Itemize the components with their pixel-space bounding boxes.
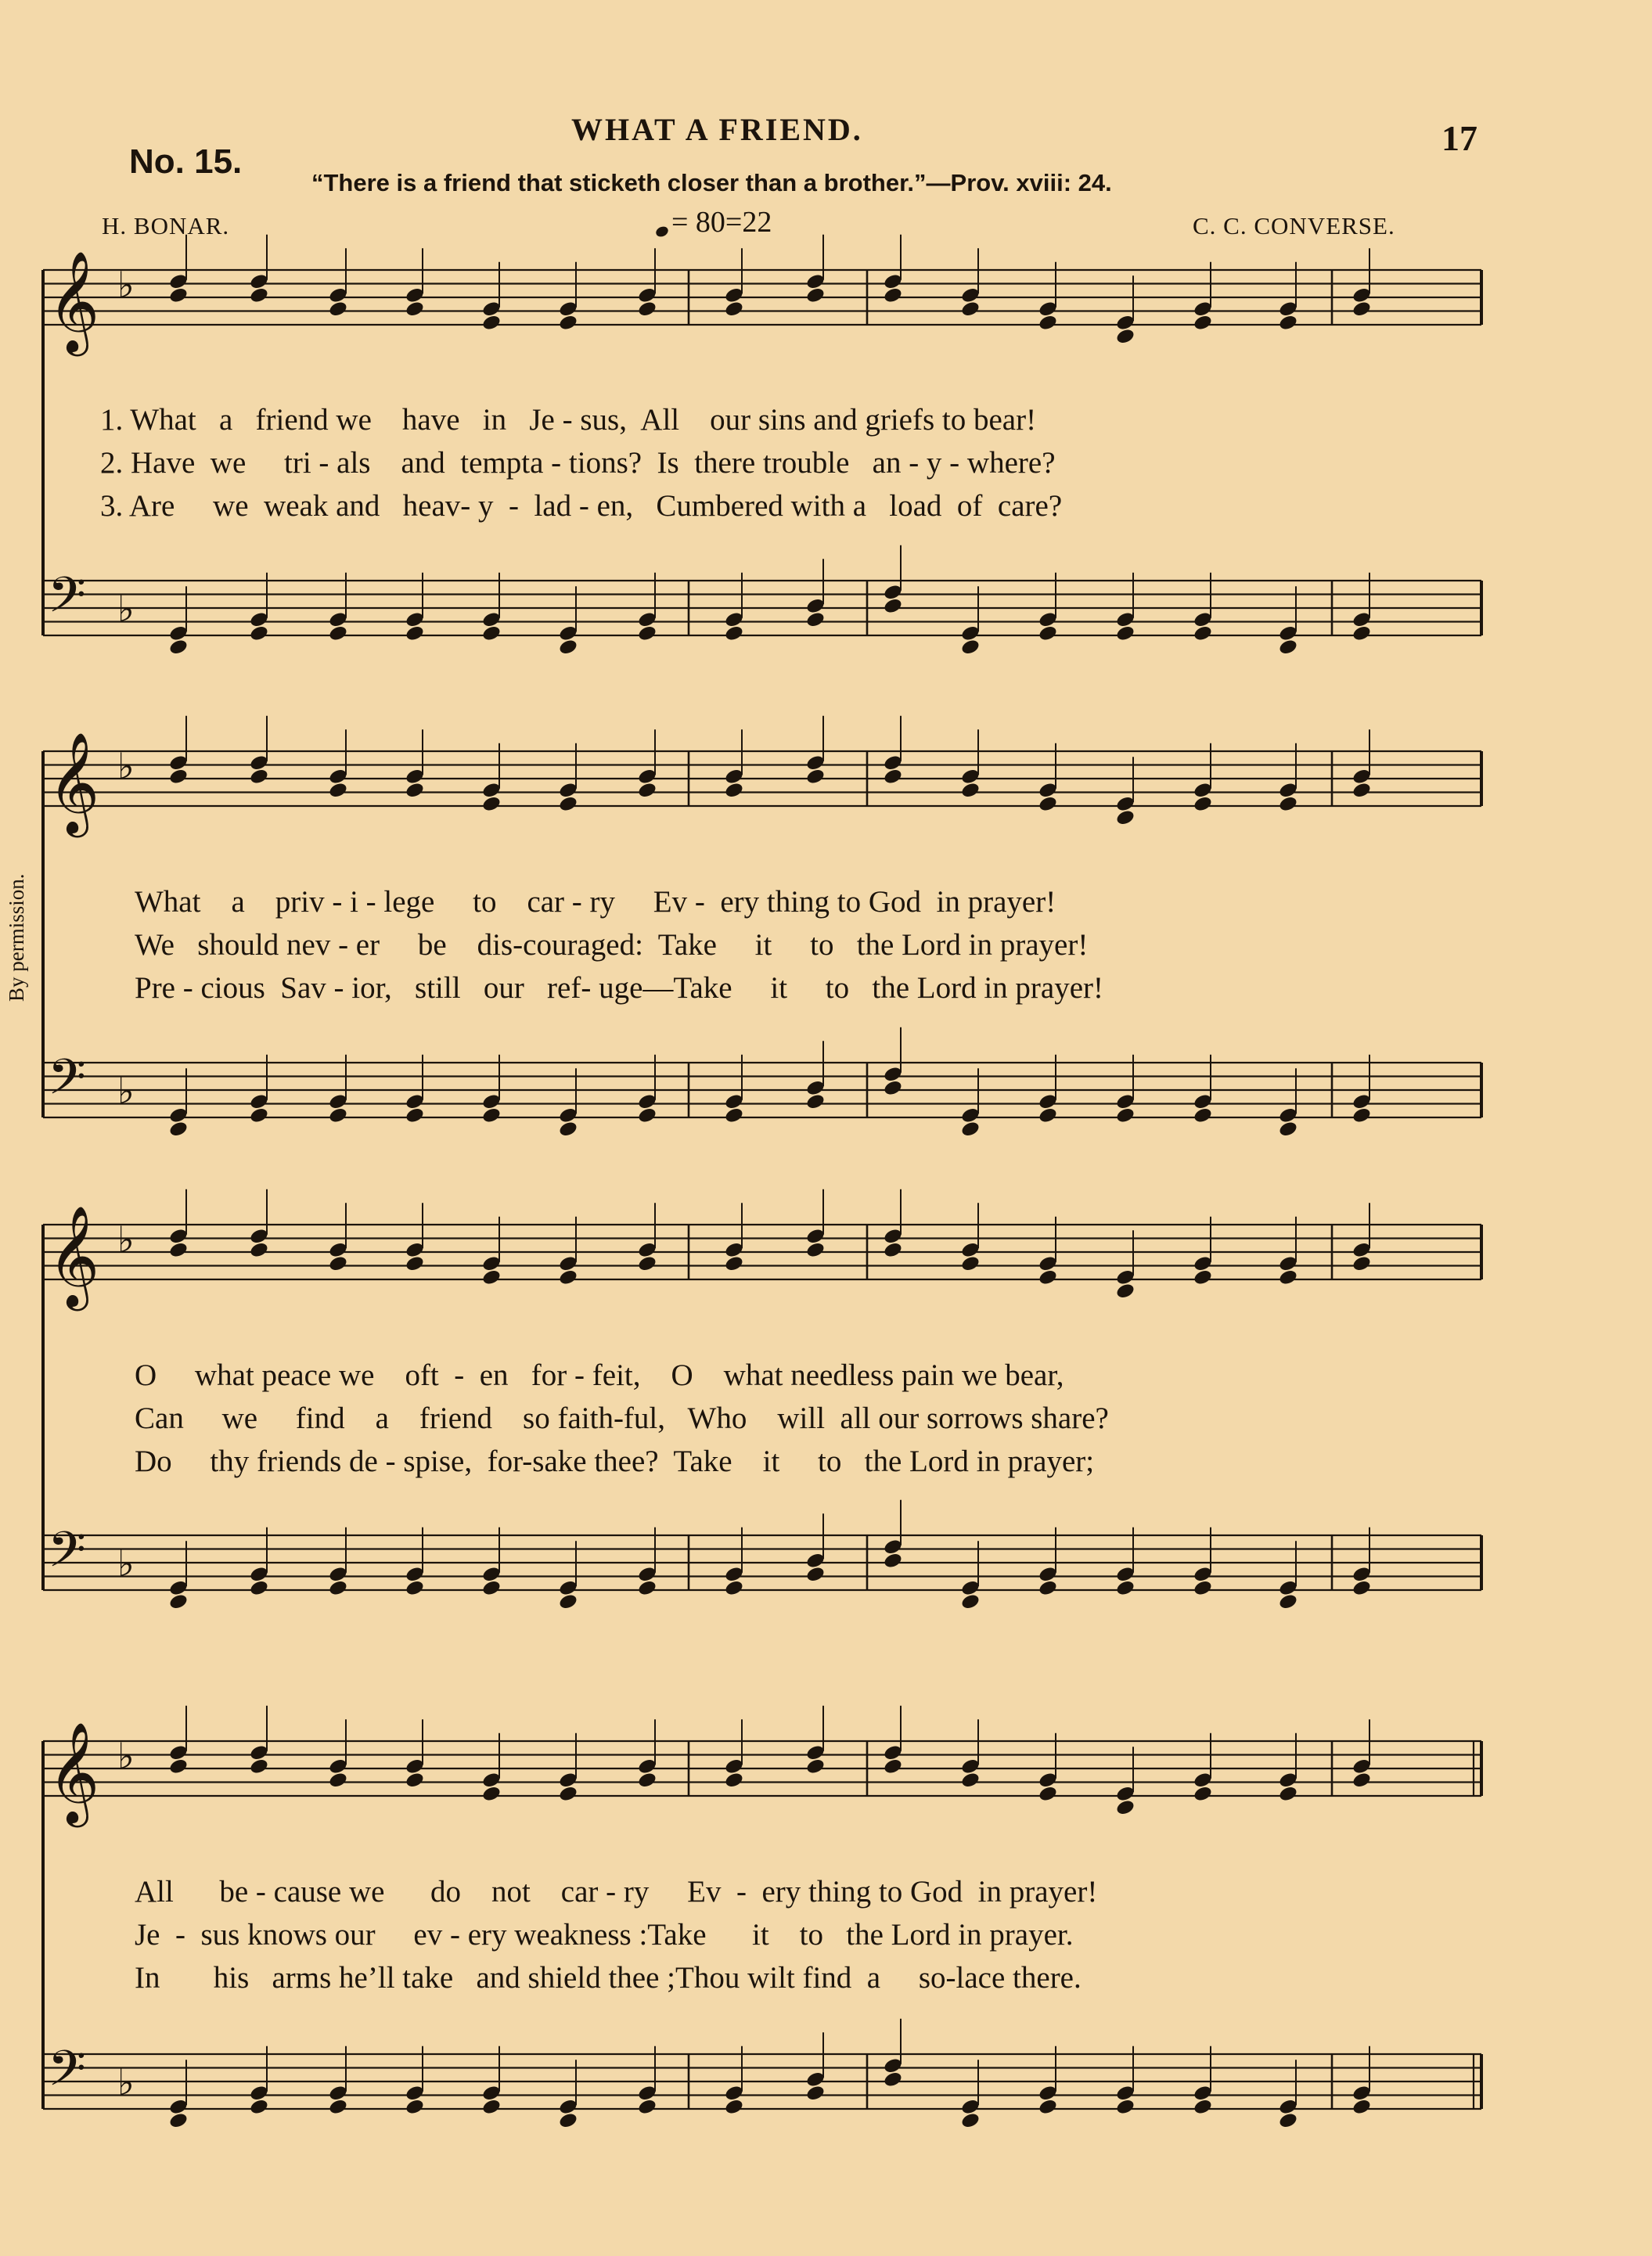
note-head xyxy=(1278,314,1298,332)
note-head xyxy=(1351,1579,1372,1597)
note-head xyxy=(558,795,578,813)
note-head xyxy=(558,1785,578,1803)
note-head xyxy=(960,1120,981,1138)
note-head xyxy=(1351,2098,1372,2116)
note-head xyxy=(1351,1771,1372,1789)
flat-key-icon: ♭ xyxy=(117,2061,135,2103)
note-head xyxy=(481,624,502,642)
note-head xyxy=(883,1079,903,1097)
note-head xyxy=(168,1241,189,1259)
flat-key-icon: ♭ xyxy=(117,264,135,306)
note-head xyxy=(481,1579,502,1597)
note-head xyxy=(249,1758,269,1776)
note-head xyxy=(1278,1785,1298,1803)
lyric-line: Can we find a friend so faith-ful, Who will all our sorrows share? xyxy=(135,1401,1109,1435)
note-head xyxy=(724,300,744,318)
lyric-line: 2. Have we tri - als and tempta - tions? Is there trouble an - y - where? xyxy=(100,446,1056,480)
note-head xyxy=(168,1758,189,1776)
treble-clef-icon: 𝄞 xyxy=(48,1722,100,1823)
note-head xyxy=(805,1565,826,1583)
flat-key-icon: ♭ xyxy=(117,1542,135,1585)
note-head xyxy=(637,624,657,642)
note-head xyxy=(724,1254,744,1272)
note-head xyxy=(168,2111,189,2129)
note-head xyxy=(1278,795,1298,813)
note-head xyxy=(328,1106,348,1124)
bass-clef-icon: 𝄢 xyxy=(48,1048,86,1117)
note-head xyxy=(1038,624,1058,642)
note-head xyxy=(481,1268,502,1286)
note-head xyxy=(960,1254,981,1272)
note-head xyxy=(1115,1798,1136,1816)
note-head xyxy=(405,1579,425,1597)
hymn-number: No. 15. xyxy=(129,142,243,181)
note-head xyxy=(883,597,903,615)
note-head xyxy=(960,1592,981,1610)
note-head xyxy=(1038,1106,1058,1124)
note-head xyxy=(328,1771,348,1789)
note-head xyxy=(558,1268,578,1286)
note-head xyxy=(883,768,903,786)
note-head xyxy=(1193,1785,1213,1803)
note-head xyxy=(1115,1106,1136,1124)
note-head xyxy=(1115,1282,1136,1300)
note-head xyxy=(637,1579,657,1597)
note-head xyxy=(168,638,189,656)
note-head xyxy=(328,300,348,318)
note-head xyxy=(724,1579,744,1597)
note-head xyxy=(724,1106,744,1124)
note-head xyxy=(805,2084,826,2102)
note-head xyxy=(405,1254,425,1272)
note-head xyxy=(328,1579,348,1597)
lyric-line: 3. Are we weak and heav- y - lad - en, Cumbered with a load of care? xyxy=(100,489,1063,523)
note-head xyxy=(724,781,744,799)
lyric-line: Je - sus knows our ev - ery weakness :Take it to the Lord in prayer. xyxy=(135,1918,1074,1952)
note-head xyxy=(1038,795,1058,813)
note-head xyxy=(637,1771,657,1789)
flat-key-icon: ♭ xyxy=(117,1218,135,1261)
note-head xyxy=(328,624,348,642)
composer-name: C. C. CONVERSE. xyxy=(1193,212,1395,239)
note-head xyxy=(805,610,826,628)
note-head xyxy=(883,1241,903,1259)
note-head xyxy=(481,2098,502,2116)
note-head xyxy=(1278,1592,1298,1610)
note-head xyxy=(805,768,826,786)
author-name: H. BONAR. xyxy=(102,212,230,239)
note-head xyxy=(724,1771,744,1789)
permission-note: By permission. xyxy=(5,873,28,1002)
note-head xyxy=(405,1106,425,1124)
bass-clef-icon: 𝄢 xyxy=(48,2039,86,2109)
note-head xyxy=(1351,300,1372,318)
bass-clef-icon: 𝄢 xyxy=(48,1520,86,1590)
note-head xyxy=(1351,781,1372,799)
note-head xyxy=(637,2098,657,2116)
tempo-value: = 80=22 xyxy=(671,206,772,239)
note-head xyxy=(328,781,348,799)
note-head xyxy=(805,1758,826,1776)
note-head xyxy=(960,1771,981,1789)
note-head xyxy=(724,624,744,642)
treble-clef-icon: 𝄞 xyxy=(48,1205,100,1307)
note-head xyxy=(558,1592,578,1610)
note-head xyxy=(1351,1106,1372,1124)
note-head xyxy=(1278,1120,1298,1138)
note-head xyxy=(1193,1106,1213,1124)
note-head xyxy=(637,781,657,799)
lyric-line: O what peace we oft - en for - feit, O what needless pain we bear, xyxy=(135,1358,1064,1392)
note-head xyxy=(249,768,269,786)
note-head xyxy=(328,2098,348,2116)
note-head xyxy=(1038,1785,1058,1803)
note-head xyxy=(1115,624,1136,642)
note-head xyxy=(558,638,578,656)
note-head xyxy=(1038,2098,1058,2116)
note-head xyxy=(249,1106,269,1124)
note-head xyxy=(481,795,502,813)
note-head xyxy=(1193,1268,1213,1286)
flat-key-icon: ♭ xyxy=(117,1070,135,1112)
note-head xyxy=(328,1254,348,1272)
note-head xyxy=(1193,2098,1213,2116)
note-head xyxy=(249,2098,269,2116)
note-head xyxy=(1038,1579,1058,1597)
flat-key-icon: ♭ xyxy=(117,588,135,630)
note-head xyxy=(1278,1268,1298,1286)
note-head xyxy=(168,1592,189,1610)
lyric-line: Pre - cious Sav - ior, still our ref- uge—Take it to the Lord in prayer! xyxy=(135,971,1103,1005)
note-head xyxy=(405,2098,425,2116)
note-head xyxy=(805,286,826,304)
staff-system xyxy=(43,716,1481,1138)
lyric-line: We should nev - er be dis-couraged: Take it to the Lord in prayer! xyxy=(135,928,1089,962)
note-head xyxy=(1115,808,1136,826)
note-head xyxy=(405,1771,425,1789)
note-head xyxy=(249,286,269,304)
epigraph: “There is a friend that sticketh closer than a brother.”—Prov. xviii: 24. xyxy=(311,169,1112,196)
note-head xyxy=(1038,1268,1058,1286)
staff-system xyxy=(43,235,1481,656)
note-head xyxy=(249,1241,269,1259)
note-head xyxy=(558,2111,578,2129)
note-head xyxy=(1351,1254,1372,1272)
note-head xyxy=(1193,1579,1213,1597)
note-head xyxy=(249,1579,269,1597)
note-head xyxy=(637,1254,657,1272)
flat-key-icon: ♭ xyxy=(117,745,135,787)
note-head xyxy=(1193,314,1213,332)
flat-key-icon: ♭ xyxy=(117,1735,135,1777)
lyric-line: Do thy friends de - spise, for-sake thee? Take it to the Lord in prayer; xyxy=(135,1445,1095,1478)
note-head xyxy=(883,1552,903,1570)
note-head xyxy=(805,1241,826,1259)
note-head xyxy=(168,768,189,786)
note-head xyxy=(637,300,657,318)
bass-clef-icon: 𝄢 xyxy=(48,566,86,635)
note-head xyxy=(1278,2111,1298,2129)
note-head xyxy=(1351,624,1372,642)
page-number: 17 xyxy=(1441,118,1477,158)
staff-system xyxy=(43,1189,1481,1610)
note-head xyxy=(481,1785,502,1803)
note-head xyxy=(558,314,578,332)
note-head xyxy=(405,624,425,642)
note-head xyxy=(805,1092,826,1110)
note-head xyxy=(960,781,981,799)
lyric-line: 1. What a friend we have in Je - sus, All our sins and griefs to bear! xyxy=(100,403,1037,437)
treble-clef-icon: 𝄞 xyxy=(48,732,100,833)
hymn-title: WHAT A FRIEND. xyxy=(571,112,863,147)
note-head xyxy=(481,314,502,332)
lyric-line: All be - cause we do not car - ry Ev - ery thing to God in prayer! xyxy=(135,1875,1098,1909)
note-head xyxy=(724,2098,744,2116)
note-head xyxy=(1193,624,1213,642)
note-head xyxy=(1115,327,1136,345)
note-head xyxy=(883,286,903,304)
lyric-line: In his arms he’ll take and shield thee ;Thou wilt find a so-lace there. xyxy=(135,1961,1082,1995)
note-head xyxy=(481,1106,502,1124)
note-head xyxy=(405,300,425,318)
note-head xyxy=(1278,638,1298,656)
treble-clef-icon: 𝄞 xyxy=(48,250,100,352)
lyric-line: What a priv - i - lege to car - ry Ev - ery thing to God in prayer! xyxy=(135,885,1056,919)
note-head xyxy=(1193,795,1213,813)
note-head xyxy=(558,1120,578,1138)
note-head xyxy=(960,638,981,656)
note-head xyxy=(1115,2098,1136,2116)
note-head xyxy=(168,1120,189,1138)
note-head xyxy=(883,1758,903,1776)
note-head xyxy=(1115,1579,1136,1597)
note-head xyxy=(960,2111,981,2129)
note-head xyxy=(637,1106,657,1124)
note-head xyxy=(960,300,981,318)
note-head xyxy=(1038,314,1058,332)
note-head xyxy=(883,2071,903,2089)
note-head xyxy=(249,624,269,642)
note-head xyxy=(168,286,189,304)
note-head xyxy=(405,781,425,799)
